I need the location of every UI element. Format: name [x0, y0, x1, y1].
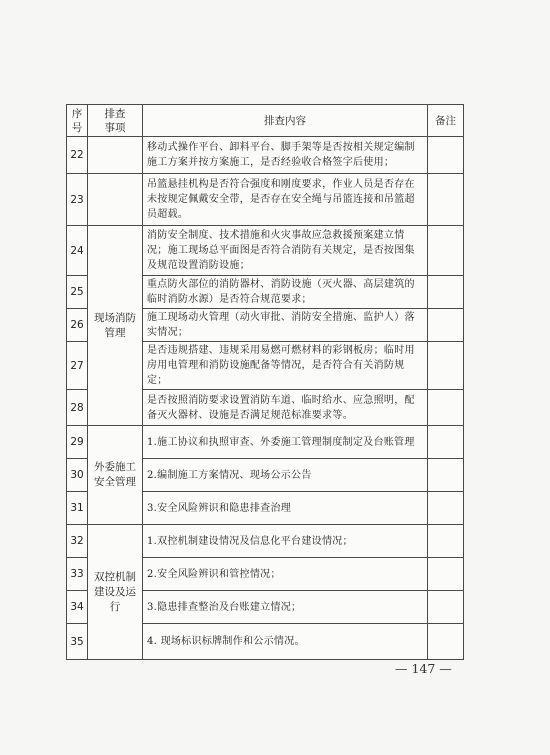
content-cell: 消防安全制度、技术措施和火灾事故应急救援预案建立情况；施工现场总平面图是否符合消防有关规定，是否按图集及规范设置消防设施； [143, 226, 428, 276]
remark-cell [428, 624, 464, 660]
content-cell: 2.安全风险辨识和管控情况； [143, 558, 428, 591]
remark-cell [428, 591, 464, 624]
table-row [67, 226, 464, 276]
row-number: 26 [67, 309, 88, 342]
content-cell: 是否违规搭建、违规采用易燃可燃材料的彩钢板房；临时用房用电管理和消防设施配备等情况，是否符合有关消防规定； [143, 342, 428, 390]
row-number: 35 [67, 624, 88, 660]
remark-cell [428, 558, 464, 591]
row-number: 34 [67, 591, 88, 624]
content-cell: 移动式操作平台、卸料平台、脚手架等是否按相关规定编制施工方案并按方案施工，是否经验收合格签字后使用； [143, 137, 428, 174]
remark-cell [428, 459, 464, 492]
row-number: 30 [67, 459, 88, 492]
content-cell: 是否按照消防要求设置消防车道、临时给水、应急照明，配备灭火器材、设施是否满足规范标准要求等。 [143, 390, 428, 426]
row-number: 25 [67, 276, 88, 309]
content-cell: 吊篮悬挂机构是否符合强度和刚度要求，作业人员是否存在未按规定佩戴安全带，是否存在安全绳与吊篮连接和吊篮超员超载。 [143, 174, 428, 226]
category-cell [88, 174, 143, 226]
row-number: 24 [67, 226, 88, 276]
row-number: 31 [67, 492, 88, 525]
table-header-row [67, 105, 464, 137]
remark-cell [428, 309, 464, 342]
table-row [67, 137, 464, 174]
content-cell: 4. 现场标识标牌制作和公示情况。 [143, 624, 428, 660]
remark-cell [428, 137, 464, 174]
header-remark: 备注 [428, 105, 464, 137]
category-dual-control: 双控机制 建设及运 行 [88, 525, 143, 660]
table-row [67, 174, 464, 226]
remark-cell [428, 525, 464, 558]
category-fire-management: 现场消防 管理 [88, 226, 143, 426]
remark-cell [428, 492, 464, 525]
row-number: 22 [67, 137, 88, 174]
content-cell: 施工现场动火管理（动火审批、消防安全措施、监护人）落实情况； [143, 309, 428, 342]
remark-cell [428, 226, 464, 276]
category-cell [88, 137, 143, 174]
page-number: — 147 — [395, 661, 452, 676]
row-number: 29 [67, 426, 88, 459]
remark-cell [428, 276, 464, 309]
row-number: 23 [67, 174, 88, 226]
content-cell: 2.编制施工方案情况、现场公示公告 [143, 459, 428, 492]
remark-cell [428, 426, 464, 459]
row-number: 32 [67, 525, 88, 558]
header-no: 序号 [67, 105, 88, 137]
remark-cell [428, 342, 464, 390]
content-cell: 1.双控机制建设情况及信息化平台建设情况； [143, 525, 428, 558]
header-item: 排查 事项 [88, 105, 143, 137]
remark-cell [428, 174, 464, 226]
content-cell: 3.隐患排查整治及台账建立情况； [143, 591, 428, 624]
table-row [67, 525, 464, 558]
table-row [67, 426, 464, 459]
content-cell: 1.施工协议和执照审查、外委施工管理制度制定及台账管理 [143, 426, 428, 459]
row-number: 33 [67, 558, 88, 591]
row-number: 28 [67, 390, 88, 426]
header-content: 排查内容 [143, 105, 428, 137]
content-cell: 3.安全风险辨识和隐患排查治理 [143, 492, 428, 525]
content-cell: 重点防火部位的消防器材、消防设施（灭火器、高层建筑的临时消防水源）是否符合规范要求； [143, 276, 428, 309]
category-outsource-management: 外委施工 安全管理 [88, 426, 143, 525]
inspection-checklist-table [66, 104, 464, 660]
remark-cell [428, 390, 464, 426]
row-number: 27 [67, 342, 88, 390]
